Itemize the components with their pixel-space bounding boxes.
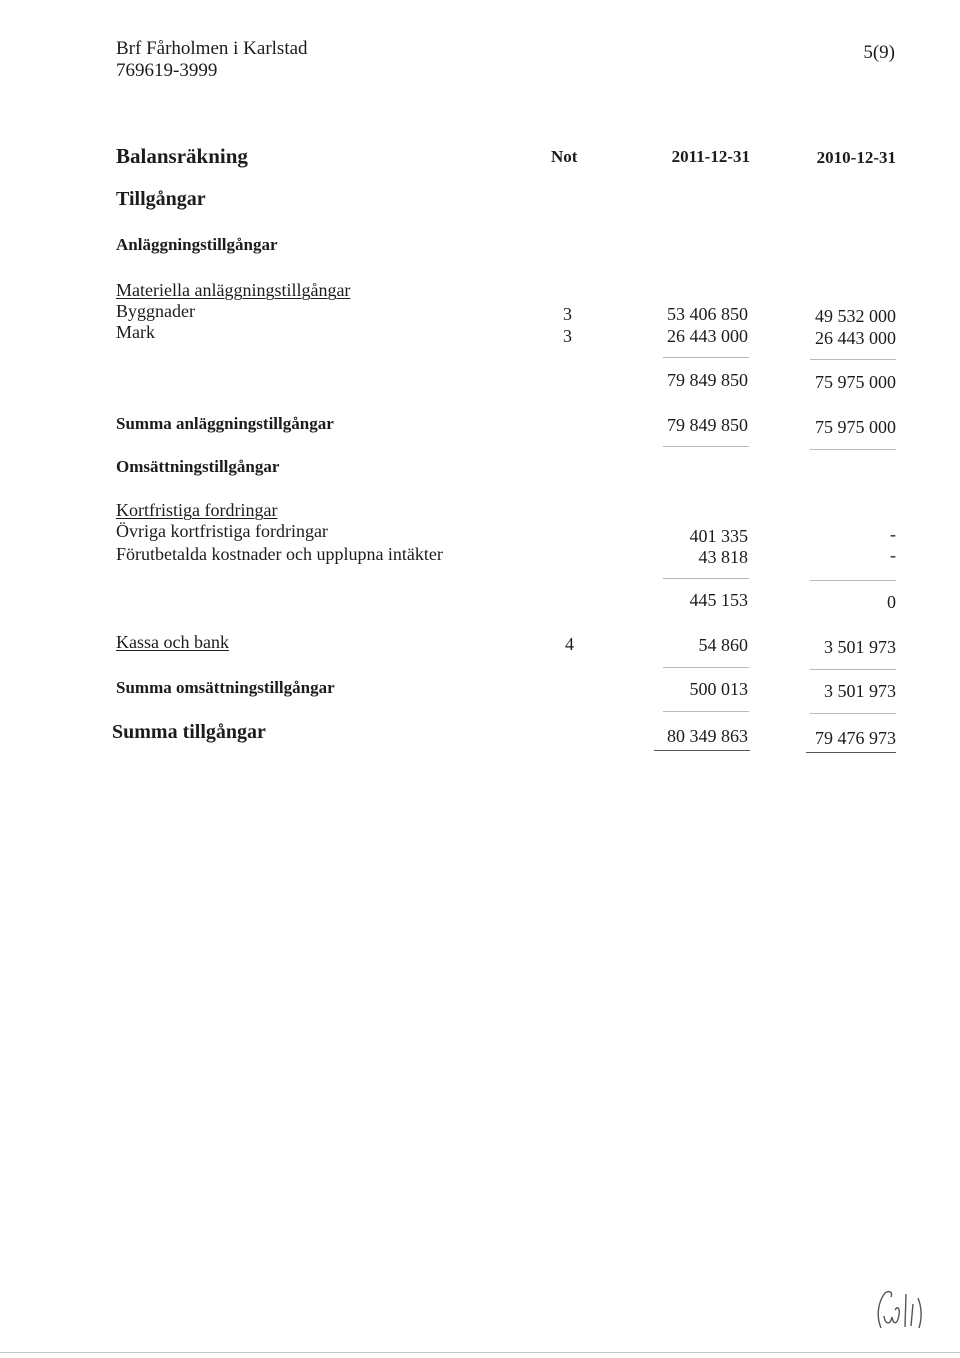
row-previous-buildings: 49 532 000 — [815, 306, 896, 326]
receivables-subtotal-previous: 0 — [887, 592, 896, 612]
current-assets-total-previous: 3 501 973 — [824, 681, 896, 701]
column-header-previous-year: 2010-12-31 — [816, 148, 896, 167]
receivables-subtotal-current: 445 153 — [689, 590, 748, 610]
row-previous-land: 26 443 000 — [815, 328, 896, 348]
organization-name: Brf Fårholmen i Karlstad — [116, 38, 308, 59]
receivables-heading: Kortfristiga fordringar — [116, 500, 278, 520]
row-label-other-receivables: Övriga kortfristiga fordringar — [116, 521, 328, 541]
column-header-not: Not — [551, 147, 578, 166]
fixed-subtotal-current: 79 849 850 — [667, 370, 748, 390]
grand-total-previous: 79 476 973 — [815, 728, 896, 748]
tangible-assets-heading: Materiella anläggningstillgångar — [116, 280, 351, 300]
column-header-current-year: 2011-12-31 — [671, 147, 750, 166]
total-rule — [810, 669, 896, 670]
handwritten-initials — [872, 1282, 932, 1342]
row-label-cash: Kassa och bank — [116, 632, 229, 652]
scan-edge-line — [0, 1352, 960, 1353]
total-rule — [810, 713, 896, 714]
total-rule — [663, 446, 749, 447]
row-previous-cash: 3 501 973 — [824, 637, 896, 657]
grand-total-double-rule — [654, 750, 750, 751]
row-note-cash: 4 — [565, 634, 574, 654]
row-previous-other-receivables: - — [890, 524, 896, 544]
total-rule — [663, 711, 749, 712]
subtotal-rule — [663, 578, 749, 579]
fixed-assets-total-current: 79 849 850 — [667, 415, 748, 435]
row-label-buildings: Byggnader — [116, 301, 195, 321]
row-current-other-receivables: 401 335 — [689, 526, 748, 546]
subtotal-rule — [663, 357, 749, 358]
page-title: Balansräkning — [116, 144, 248, 168]
organization-number: 769619-3999 — [116, 60, 218, 81]
row-current-prepaid-expenses: 43 818 — [698, 547, 748, 567]
subtotal-rule — [810, 580, 896, 581]
fixed-assets-total-previous: 75 975 000 — [815, 417, 896, 437]
subtotal-rule — [810, 359, 896, 360]
total-rule — [810, 449, 896, 450]
grand-total-label: Summa tillgångar — [112, 721, 266, 743]
grand-total-current: 80 349 863 — [667, 726, 748, 746]
grand-total-double-rule — [806, 752, 896, 753]
fixed-assets-total-label: Summa anläggningstillgångar — [116, 414, 334, 433]
row-current-cash: 54 860 — [698, 635, 748, 655]
row-note-land: 3 — [563, 326, 572, 346]
current-assets-total-current: 500 013 — [689, 679, 748, 699]
row-previous-prepaid-expenses: - — [890, 545, 896, 565]
assets-heading: Tillgångar — [116, 188, 206, 210]
row-current-land: 26 443 000 — [667, 326, 748, 346]
row-current-buildings: 53 406 850 — [667, 304, 748, 324]
page-number: 5(9) — [863, 42, 895, 63]
fixed-subtotal-previous: 75 975 000 — [815, 372, 896, 392]
row-label-land: Mark — [116, 322, 155, 342]
row-note-buildings: 3 — [563, 304, 572, 324]
current-assets-heading: Omsättningstillgångar — [116, 457, 280, 476]
row-label-prepaid-expenses: Förutbetalda kostnader och upplupna intäkter — [116, 544, 443, 564]
total-rule — [663, 667, 749, 668]
current-assets-total-label: Summa omsättningstillgångar — [116, 678, 335, 697]
fixed-assets-heading: Anläggningstillgångar — [116, 235, 278, 254]
